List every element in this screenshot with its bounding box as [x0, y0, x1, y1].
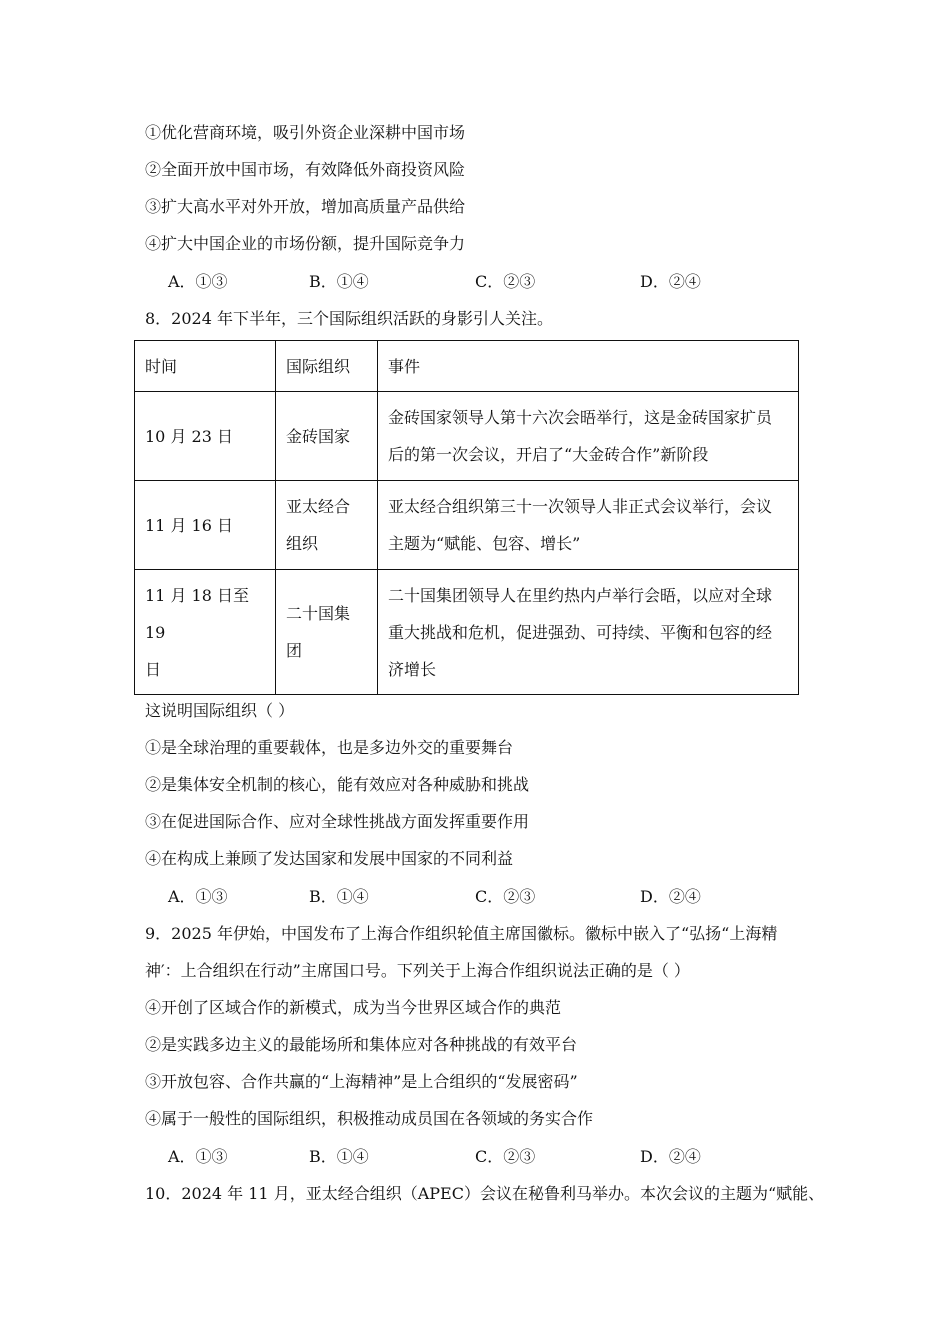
q9-stem-line-1: 9．2025 年伊始，中国发布了上海合作组织轮值主席国徽标。徽标中嵌入了“弘扬“上海精	[145, 924, 778, 943]
table-row	[135, 392, 799, 481]
cell-event	[378, 570, 799, 695]
cell-line: 金砖国家	[286, 426, 351, 446]
q10-stem: 10．2024 年 11 月，亚太经合组织（APEC）会议在秘鲁利马举办。本次会议的主题为“赋能、	[145, 1184, 825, 1203]
q9-choice-a[interactable]: A．①③	[168, 1147, 228, 1166]
q9-option-4: ④属于一般性的国际组织，积极推动成员国在各领域的务实合作	[145, 1109, 594, 1128]
q9-answer-choices	[168, 1146, 808, 1168]
q7-answer-choices	[168, 271, 808, 293]
q7-choice-d[interactable]: D．②④	[640, 272, 701, 291]
cell-line: 二十国集团领导人在里约热内卢举行会晤，以应对全球	[388, 585, 773, 605]
q8-events-table	[134, 340, 799, 695]
header-organization: 国际组织	[276, 341, 378, 392]
cell-time	[135, 392, 276, 481]
q9-choice-d[interactable]: D．②④	[640, 1147, 701, 1166]
q7-choice-c[interactable]: C．②③	[475, 272, 536, 291]
q9-option-1: ④开创了区域合作的新模式，成为当今世界区域合作的典范	[145, 998, 562, 1017]
q9-option-3: ③开放包容、合作共赢的“上海精神”是上合组织的“发展密码”	[145, 1072, 578, 1091]
cell-line: 主题为“赋能、包容、增长”	[388, 534, 581, 553]
cell-organization	[276, 570, 378, 695]
q9-choice-b[interactable]: B．①④	[309, 1147, 369, 1166]
table-header-row	[135, 341, 799, 392]
cell-event	[378, 481, 799, 570]
cell-line: 亚太经合	[286, 497, 351, 516]
cell-line: 二十国集	[286, 604, 351, 623]
cell-line: 金砖国家领导人第十六次会晤举行，这是金砖国家扩员	[388, 408, 773, 427]
q7-choice-b[interactable]: B．①④	[309, 272, 369, 291]
table-row	[135, 570, 799, 695]
cell-line: 济增长	[388, 659, 437, 679]
cell-time	[135, 570, 276, 695]
q9-choice-c[interactable]: C．②③	[475, 1147, 536, 1166]
q8-choice-c[interactable]: C．②③	[475, 887, 536, 906]
cell-line: 10 月 23 日	[145, 426, 233, 446]
q8-question: 这说明国际组织（ ）	[145, 701, 295, 720]
cell-line: 亚太经合组织第三十一次领导人非正式会议举行，会议	[388, 497, 773, 516]
cell-line: 团	[286, 641, 303, 660]
q8-option-4: ④在构成上兼顾了发达国家和发展中国家的不同利益	[145, 849, 514, 868]
q7-option-2: ②全面开放中国市场，有效降低外商投资风险	[145, 160, 466, 179]
q8-choice-d[interactable]: D．②④	[640, 887, 701, 906]
q8-choice-b[interactable]: B．①④	[309, 887, 369, 906]
q8-option-1: ①是全球治理的重要载体，也是多边外交的重要舞台	[145, 738, 514, 757]
cell-event	[378, 392, 799, 481]
q9-stem-line-2: 神′：上合组织在行动”主席国口号。下列关于上海合作组织说法正确的是（ ）	[145, 961, 690, 980]
cell-organization	[276, 481, 378, 570]
cell-line: 组织	[286, 534, 319, 553]
cell-line: 11 月 18 日至 19	[145, 585, 249, 642]
cell-line: 重大挑战和危机，促进强劲、可持续、平衡和包容的经	[388, 622, 773, 642]
q7-option-1: ①优化营商环境，吸引外资企业深耕中国市场	[145, 123, 466, 142]
q7-option-3: ③扩大高水平对外开放，增加高质量产品供给	[145, 197, 466, 216]
cell-organization	[276, 392, 378, 481]
q8-option-2: ②是集体安全机制的核心，能有效应对各种威胁和挑战	[145, 775, 530, 794]
cell-line: 日	[145, 659, 162, 679]
header-event: 事件	[378, 341, 799, 392]
q8-choice-a[interactable]: A．①③	[168, 887, 228, 906]
q8-stem: 8．2024 年下半年，三个国际组织活跃的身影引人关注。	[145, 309, 553, 328]
cell-line: 11 月 16 日	[145, 515, 233, 535]
q7-choice-a[interactable]: A．①③	[168, 272, 228, 291]
table-row	[135, 481, 799, 570]
header-time: 时间	[135, 341, 276, 392]
q8-answer-choices	[168, 886, 808, 908]
q7-option-4: ④扩大中国企业的市场份额，提升国际竞争力	[145, 234, 466, 253]
q8-option-3: ③在促进国际合作、应对全球性挑战方面发挥重要作用	[145, 812, 530, 831]
q9-option-2: ②是实践多边主义的最能场所和集体应对各种挑战的有效平台	[145, 1035, 578, 1054]
cell-line: 后的第一次会议，开启了“大金砖合作”新阶段	[388, 445, 709, 464]
cell-time	[135, 481, 276, 570]
